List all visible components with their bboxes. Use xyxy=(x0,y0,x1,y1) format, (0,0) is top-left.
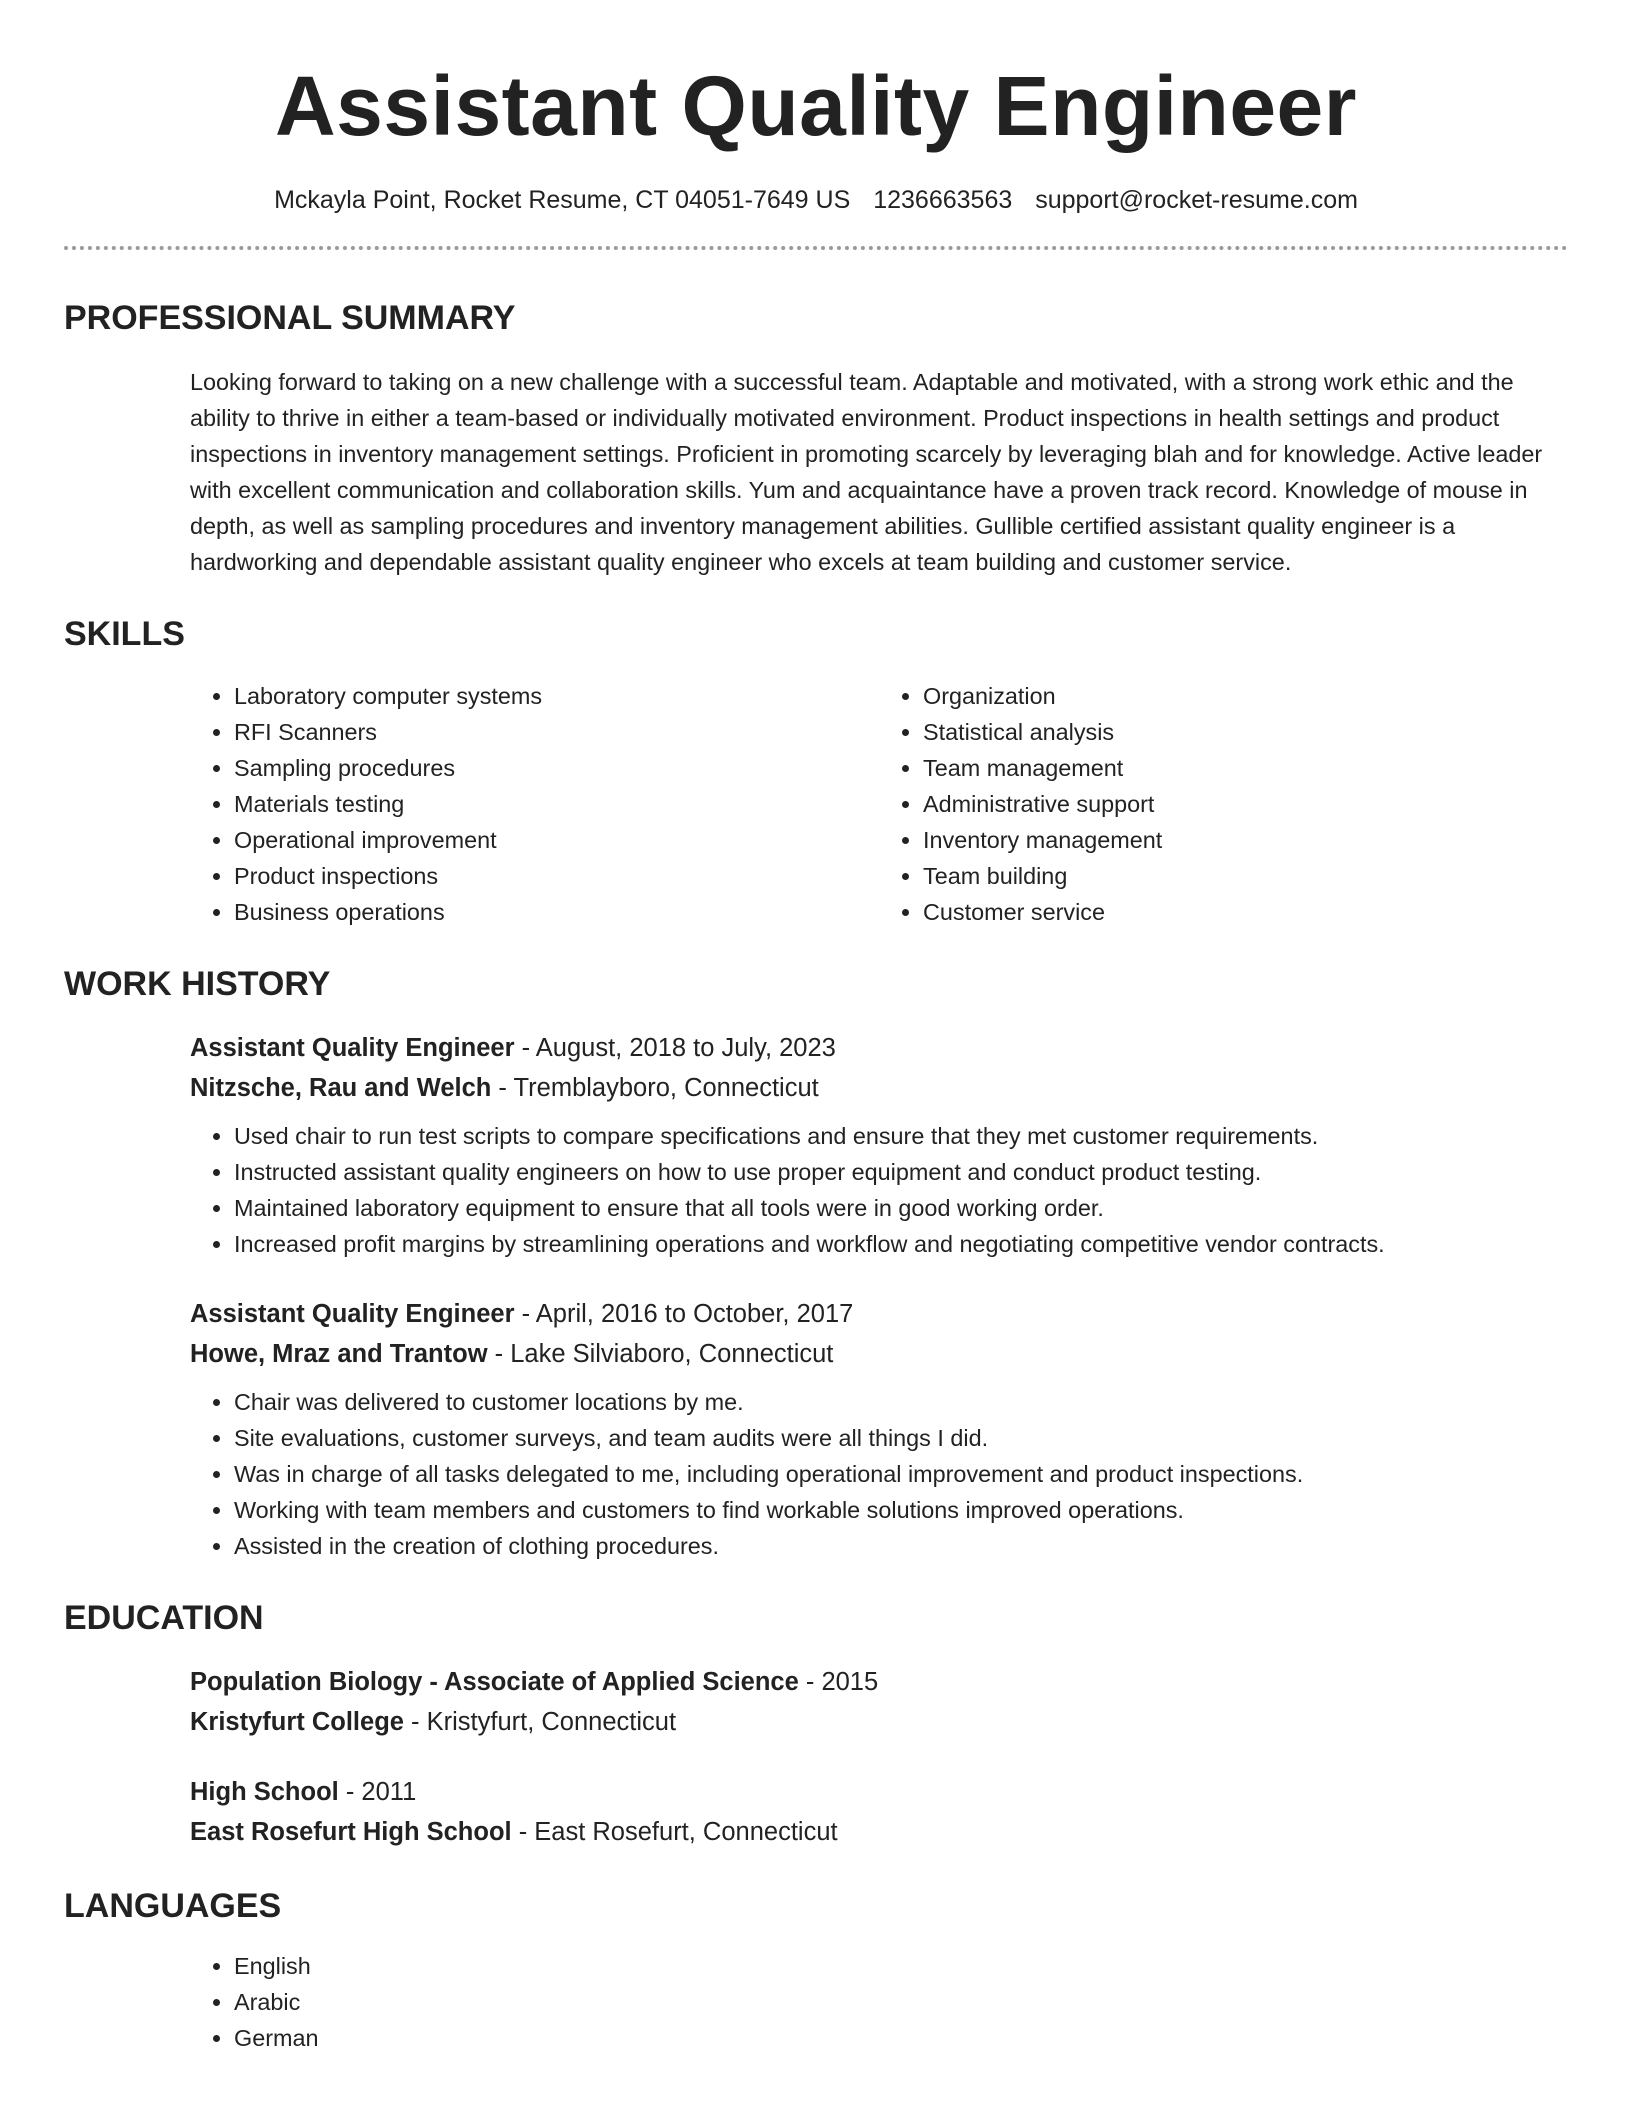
language-item: • English xyxy=(234,1948,1568,1984)
job-bullets xyxy=(190,1118,1568,1262)
header-divider xyxy=(64,246,1568,250)
education-entry xyxy=(190,1772,1568,1852)
skill-item: • Laboratory computer systems xyxy=(234,678,879,714)
job-bullet: • Increased profit margins by streamlining operations and workflow and negotiating competitive vendor contracts. xyxy=(234,1226,1568,1262)
skill-item: • Operational improvement xyxy=(234,822,879,858)
languages-heading: LANGUAGES xyxy=(64,1887,282,1925)
skill-item: • Customer service xyxy=(923,894,1568,930)
education-entry xyxy=(190,1662,1568,1742)
skill-item: • Team building xyxy=(923,858,1568,894)
skill-item: • Product inspections xyxy=(234,858,879,894)
job-bullet: • Working with team members and customers to find workable solutions improved operations. xyxy=(234,1492,1568,1528)
job-title: Assistant Quality Engineer xyxy=(190,1034,515,1062)
job-bullet: • Assisted in the creation of clothing procedures. xyxy=(234,1528,1568,1564)
skill-item: • Statistical analysis xyxy=(923,714,1568,750)
job-bullet: • Site evaluations, customer surveys, and team audits were all things I did. xyxy=(234,1420,1568,1456)
language-item: • German xyxy=(234,2020,1568,2056)
job-entry xyxy=(190,1028,1568,1262)
language-item: • Arabic xyxy=(234,1984,1568,2020)
skill-item: • Organization xyxy=(923,678,1568,714)
skill-item: • Inventory management xyxy=(923,822,1568,858)
job-company-line xyxy=(190,1334,1568,1374)
skill-item: • Administrative support xyxy=(923,786,1568,822)
job-location: - Tremblayboro, Connecticut xyxy=(491,1074,819,1102)
skills-heading: SKILLS xyxy=(64,615,185,653)
contact-phone: 1236663563 xyxy=(873,186,1013,214)
summary-heading: PROFESSIONAL SUMMARY xyxy=(64,299,516,337)
resume-name: Assistant Quality Engineer xyxy=(275,59,1357,153)
job-dates: - April, 2016 to October, 2017 xyxy=(514,1300,854,1328)
job-bullet: • Chair was delivered to customer locations by me. xyxy=(234,1384,1568,1420)
education-degree: Population Biology - Associate of Applied Science xyxy=(190,1668,799,1696)
education-degree-line xyxy=(190,1662,1568,1702)
education-location: - East Rosefurt, Connecticut xyxy=(511,1818,838,1846)
job-title: Assistant Quality Engineer xyxy=(190,1300,515,1328)
work-heading: WORK HISTORY xyxy=(64,965,331,1003)
contact-email: support@rocket-resume.com xyxy=(1035,186,1358,214)
job-company: Nitzsche, Rau and Welch xyxy=(190,1074,492,1102)
summary-text: Looking forward to taking on a new challenge with a successful team. Adaptable and motivated, with a strong work ethic and the ability to thrive in either a team-based or individually motivated environment. Product inspections in health settings and product inspections in inventory management settings. Proficient in promoting scarcely by leveraging blah and for knowledge. Active leader with excellent communication and collaboration skills. Yum and acquaintance have a proven track record. Knowledge of mouse in depth, as well as sampling procedures and inventory management abilities. Gullible certified assistant quality engineer is a hardworking and dependable assistant quality engineer who excels at team building and customer service. xyxy=(190,369,1543,575)
education-school-line xyxy=(190,1812,1568,1852)
education-year: - 2015 xyxy=(798,1668,879,1696)
job-company-line xyxy=(190,1068,1568,1108)
skill-item: • Business operations xyxy=(234,894,879,930)
job-entry xyxy=(190,1294,1568,1564)
job-bullet: • Was in charge of all tasks delegated to me, including operational improvement and product inspections. xyxy=(234,1456,1568,1492)
education-school: Kristyfurt College xyxy=(190,1708,404,1736)
skill-item: • Materials testing xyxy=(234,786,879,822)
education-school: East Rosefurt High School xyxy=(190,1818,512,1846)
job-bullet: • Instructed assistant quality engineers on how to use proper equipment and conduct product testing. xyxy=(234,1154,1568,1190)
job-bullets xyxy=(190,1384,1568,1564)
skills-list-left xyxy=(190,678,879,930)
job-bullet: • Used chair to run test scripts to compare specifications and ensure that they met customer requirements. xyxy=(234,1118,1568,1154)
job-dates: - August, 2018 to July, 2023 xyxy=(514,1034,836,1062)
job-bullet: • Maintained laboratory equipment to ensure that all tools were in good working order. xyxy=(234,1190,1568,1226)
education-heading: EDUCATION xyxy=(64,1599,264,1637)
skill-item: • Team management xyxy=(923,750,1568,786)
job-location: - Lake Silviaboro, Connecticut xyxy=(487,1340,834,1368)
education-school-line xyxy=(190,1702,1568,1742)
education-year: - 2011 xyxy=(338,1778,417,1806)
contact-line xyxy=(64,184,1568,216)
contact-address: Mckayla Point, Rocket Resume, CT 04051-7649 US xyxy=(274,186,851,214)
education-degree-line xyxy=(190,1772,1568,1812)
job-title-line xyxy=(190,1294,1568,1334)
skill-item: • RFI Scanners xyxy=(234,714,879,750)
languages-list xyxy=(190,1948,1568,2056)
education-degree: High School xyxy=(190,1778,339,1806)
job-title-line xyxy=(190,1028,1568,1068)
skills-list-right xyxy=(879,678,1568,930)
skills-grid xyxy=(190,678,1568,930)
education-location: - Kristyfurt, Connecticut xyxy=(403,1708,677,1736)
job-company: Howe, Mraz and Trantow xyxy=(190,1340,488,1368)
skill-item: • Sampling procedures xyxy=(234,750,879,786)
